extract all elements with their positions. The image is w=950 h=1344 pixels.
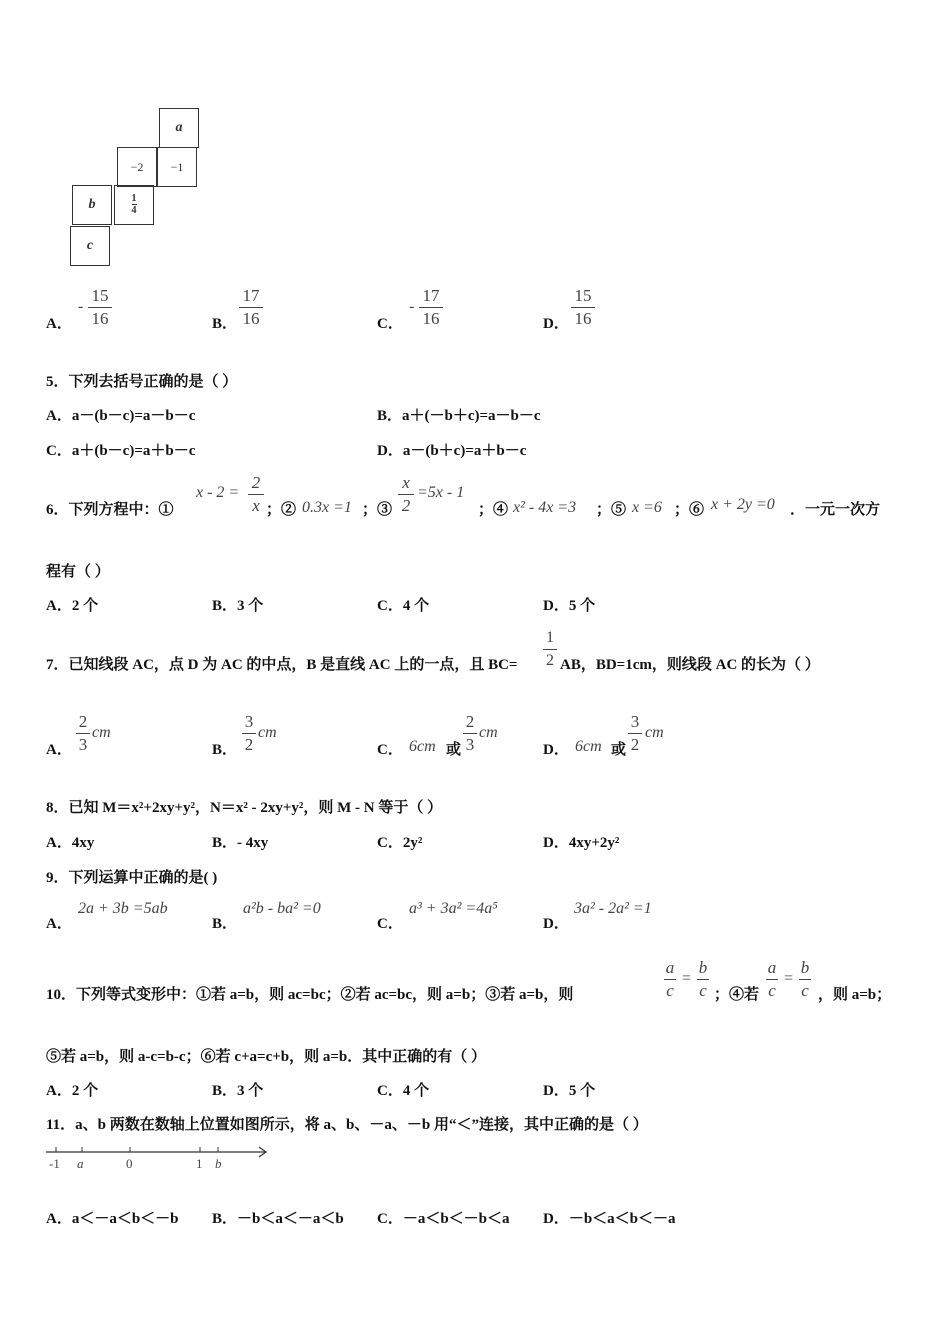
net-cell-c: c xyxy=(70,226,110,266)
q7-option-a[interactable]: A． xyxy=(46,742,72,758)
q7-option-b[interactable]: B． xyxy=(212,742,238,758)
q4-option-d-label[interactable]: D． xyxy=(543,316,569,332)
q4-b-fraction: 17 16 xyxy=(239,286,263,329)
net-cell-quarter: 1 4 xyxy=(114,185,154,225)
q11-option-a[interactable]: A．a＜－a＜b＜－b xyxy=(46,1211,179,1227)
q4-a-fraction: 15 16 xyxy=(88,286,112,329)
q10-option-b[interactable]: B．3 个 xyxy=(212,1083,264,1099)
number-line-figure xyxy=(44,1140,274,1180)
q5-option-c[interactable]: C．a＋(b－c)=a＋b－c xyxy=(46,443,196,459)
q10-option-d[interactable]: D．5 个 xyxy=(543,1083,596,1099)
q5-stem: 5．下列去括号正确的是（ ） xyxy=(46,374,238,390)
q6-stem-line2: 程有（ ） xyxy=(46,564,110,580)
q8-option-c[interactable]: C．2y² xyxy=(377,835,423,851)
axis-label-0: 0 xyxy=(126,1156,133,1171)
q7-option-c[interactable]: C． xyxy=(377,742,403,758)
q4-c-fraction: 17 16 xyxy=(419,286,443,329)
q5-option-b[interactable]: B．a＋(－b＋c)=a－b－c xyxy=(377,408,541,424)
q7-option-d[interactable]: D． xyxy=(543,742,569,758)
q8-option-b[interactable]: B．- 4xy xyxy=(212,835,269,851)
q10-stem-line2: ⑤若 a=b，则 a-c=b-c；⑥若 c+a=c+b，则 a=b．其中正确的有（ ） xyxy=(46,1049,487,1065)
q9-option-d[interactable]: D． xyxy=(543,916,569,932)
q6-option-c[interactable]: C．4 个 xyxy=(377,598,430,614)
q4-option-c-label[interactable]: C． xyxy=(377,316,403,332)
q11-option-c[interactable]: C．－a＜b＜－b＜a xyxy=(377,1211,510,1227)
q9-option-c[interactable]: C． xyxy=(377,916,403,932)
q8-option-a[interactable]: A．4xy xyxy=(46,835,95,851)
q5-option-d[interactable]: D．a－(b＋c)=a＋b－c xyxy=(377,443,527,459)
q11-option-d[interactable]: D．－b＜a＜b＜－a xyxy=(543,1211,676,1227)
q11-option-b[interactable]: B．－b＜a＜－a＜b xyxy=(212,1211,344,1227)
axis-label-neg1: -1 xyxy=(49,1156,60,1171)
q8-option-d[interactable]: D．4xy+2y² xyxy=(543,835,620,851)
q10-option-c[interactable]: C．4 个 xyxy=(377,1083,430,1099)
q6-option-a[interactable]: A．2 个 xyxy=(46,598,99,614)
q4-option-a-label[interactable]: A． xyxy=(46,316,72,332)
axis-label-a: a xyxy=(77,1156,84,1171)
net-cell-a: a xyxy=(159,108,199,148)
q4-d-fraction: 15 16 xyxy=(571,286,595,329)
q4-option-b-label[interactable]: B． xyxy=(212,316,238,332)
q9-option-b[interactable]: B． xyxy=(212,916,238,932)
q10-option-a[interactable]: A．2 个 xyxy=(46,1083,99,1099)
net-cell-b: b xyxy=(72,185,112,225)
q6-option-b[interactable]: B．3 个 xyxy=(212,598,264,614)
q9-option-a[interactable]: A． xyxy=(46,916,72,932)
q6-option-d[interactable]: D．5 个 xyxy=(543,598,596,614)
cube-net-figure xyxy=(68,108,203,270)
q11-stem: 11．a、b 两数在数轴上位置如图所示，将 a、b、－a、－b 用“＜”连接，其中正确的是（ ） xyxy=(46,1117,648,1133)
net-cell-neg1: −1 xyxy=(157,147,197,187)
q4-a-sign: - xyxy=(78,298,84,315)
q9-stem: 9．下列运算中正确的是( ) xyxy=(46,870,218,886)
q5-option-a[interactable]: A．a－(b－c)=a－b－c xyxy=(46,408,196,424)
net-cell-neg2: −2 xyxy=(117,147,157,187)
q8-stem: 8．已知 M＝x²+2xy+y²，N＝x² - 2xy+y²，则 M - N 等于（ ） xyxy=(46,800,443,816)
q4-c-sign: - xyxy=(409,298,415,315)
axis-label-b: b xyxy=(215,1156,222,1171)
axis-label-1: 1 xyxy=(196,1156,203,1171)
